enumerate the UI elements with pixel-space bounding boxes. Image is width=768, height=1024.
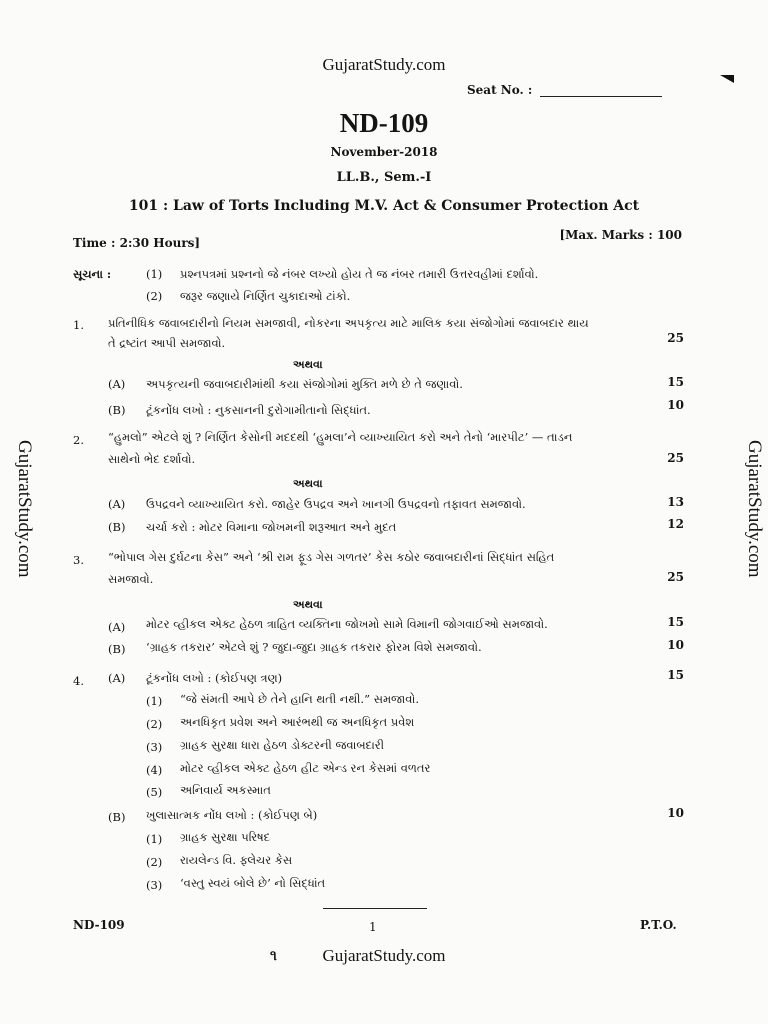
list-item-text: ‘વસ્તુ સ્વયં બોલે છે’ નો સિદ્ધાંત: [180, 876, 326, 890]
stray-mark: ૧: [270, 948, 277, 964]
pto-label: P.T.O.: [640, 918, 677, 932]
sub-question-label: (B): [108, 403, 126, 417]
sub-question-text: અપકૃત્યની જવાબદારીમાંથી કયા સંજોગોમાં મુક્તિ મળે છે તે જણાવો.: [146, 377, 463, 391]
sub-question-marks: 15: [667, 375, 684, 389]
sub-question-text: ટૂંકનોંધ લખો : (કોઈપણ ત્રણ): [146, 671, 283, 685]
list-item-text: “જે સંમતી આપે છે તેને હાનિ થતી નથી.” સમજાવો.: [180, 692, 419, 706]
list-item-num: (1): [146, 832, 163, 846]
paper-code: ND-109: [339, 108, 429, 138]
list-item-num: (3): [146, 878, 163, 892]
list-item-text: અનિવાર્ય અકસ્માત: [180, 783, 271, 797]
instruction-num: (1): [146, 267, 163, 281]
list-item-text: મોટર વ્હીકલ એક્ટ હેઠળ હીટ એન્ડ રન કેસમાં વળતર: [180, 761, 431, 775]
instructions-label: સૂચના :: [73, 267, 112, 281]
question-text: તે દ્રષ્ટાંત આપી સમજાવો.: [108, 336, 226, 350]
sub-question-label: (A): [108, 620, 126, 634]
sub-question-text: મોટર વ્હીકલ એક્ટ હેઠળ ત્રાહિત વ્યક્તિના જોખમો સામે વિમાની જોગવાઈઓ સમજાવો.: [146, 617, 548, 631]
list-item-text: ગ્રાહક સુરક્ષા પરિષદ: [180, 830, 271, 844]
list-item-num: (3): [146, 740, 163, 754]
question-number: 4.: [73, 674, 84, 688]
question-marks: 25: [667, 331, 684, 345]
or-label: અથવા: [293, 358, 323, 371]
page-number: 1: [369, 920, 377, 934]
sub-question-marks: 12: [667, 517, 684, 531]
site-watermark-bottom: GujaratStudy.com: [322, 946, 446, 965]
or-label: અથવા: [293, 477, 323, 490]
sub-question-marks: 15: [667, 615, 684, 629]
list-item-num: (4): [146, 763, 163, 777]
footer-divider: [323, 908, 427, 909]
instruction-text: જરૂર જણાયે નિર્ણિત ચુકાદાઓ ટાંકો.: [180, 289, 351, 303]
sub-question-marks: 13: [667, 495, 684, 509]
sub-question-text: ટૂંકનોંધ લખો : નુકસાનની દુરોગામીતાનો સિદ્ધાંત.: [146, 403, 371, 417]
sub-question-label: (A): [108, 377, 126, 391]
question-marks: 25: [667, 451, 684, 465]
list-item-text: અનધિકૃત પ્રવેશ અને આરંભથી જ અનધિકૃત પ્રવેશ: [180, 715, 415, 729]
exam-month: November-2018: [330, 145, 438, 159]
sub-question-text: ખુલાસાત્મક નોંધ લખો : (કોઈપણ બે): [146, 808, 318, 822]
list-item-num: (5): [146, 785, 163, 799]
sub-question-text: ‘ગ્રાહક તકરાર’ એટલે શું ? જુદા-જુદા ગ્રાહક તકરાર ફોરમ વિશે સમજાવો.: [146, 640, 482, 654]
max-marks: [Max. Marks : 100: [559, 228, 682, 242]
sub-question-marks: 10: [667, 806, 684, 820]
or-label: અથવા: [293, 598, 323, 611]
question-number: 2.: [73, 433, 84, 447]
instruction-text: પ્રશ્નપત્રમાં પ્રશ્નનો જે નંબર લખ્યો હોય તે જ નંબર તમારી ઉત્તરવહીમાં દર્શાવો.: [180, 267, 539, 281]
question-text: સાથેનો ભેદ દર્શાવો.: [108, 452, 196, 466]
degree-semester: LL.B., Sem.-I: [336, 170, 432, 185]
question-text: પ્રતિનીધિક જવાબદારીનો નિયમ સમજાવી, નોકરના અપકૃત્ય માટે માલિક કયા સંજોગોમાં જવાબદાર થાય: [108, 316, 589, 330]
sub-question-marks: 10: [667, 398, 684, 412]
sub-question-text: ઉપદ્રવને વ્યાખ્યાયિત કરો. જાહેર ઉપદ્રવ અને ખાનગી ઉપદ્રવનો તફાવત સમજાવો.: [146, 497, 526, 511]
sub-question-label: (B): [108, 642, 126, 656]
site-watermark-left: GujaratStudy.com: [14, 440, 35, 578]
list-item-num: (2): [146, 717, 163, 731]
question-marks: 25: [667, 570, 684, 584]
list-item-text: રાયલેન્ડ વિ. ફ્લેચર કેસ: [180, 853, 293, 867]
site-watermark-top: GujaratStudy.com: [322, 55, 446, 74]
question-number: 3.: [73, 553, 84, 567]
sub-question-label: (B): [108, 520, 126, 534]
footer-paper-code: ND-109: [73, 918, 125, 932]
site-watermark-right: GujaratStudy.com: [744, 440, 765, 578]
list-item-num: (1): [146, 694, 163, 708]
list-item-num: (2): [146, 855, 163, 869]
sub-question-marks: 10: [667, 638, 684, 652]
question-number: 1.: [73, 318, 84, 332]
seat-number-line: [540, 96, 662, 97]
sub-question-label: (B): [108, 810, 126, 824]
question-text: “હુમલો” એટલે શું ? નિર્ણિત કેસોની મદદથી ‘હુમલા’ને વ્યાખ્યાયિત કરો અને તેનો ‘મારપીટ’ — તાડન: [108, 430, 573, 444]
sub-question-label: (A): [108, 497, 126, 511]
question-text: “ભોપાલ ગેસ દુર્ઘટના કેસ” અને ‘શ્રી રામ ફૂડ ગેસ ગળતર’ કેસ કઠોર જવાબદારીનાં સિદ્ધાંત સહિત: [108, 550, 555, 564]
sub-question-label: (A): [108, 671, 126, 685]
seat-number-label: Seat No. :: [467, 83, 533, 97]
paper-title: 101 : Law of Torts Including M.V. Act & Consumer Protection Act: [128, 198, 640, 214]
instruction-num: (2): [146, 289, 163, 303]
sub-question-text: ચર્ચા કરો : મોટર વિમાના જોખમની શરૂઆત અને મુદત: [146, 520, 397, 534]
time-allowed: Time : 2:30 Hours]: [73, 236, 201, 250]
corner-mark: [720, 75, 734, 83]
sub-question-marks: 15: [667, 668, 684, 682]
question-text: સમજાવો.: [108, 572, 154, 586]
list-item-text: ગ્રાહક સુરક્ષા ધારા હેઠળ ડોક્ટરની જવાબદારી: [180, 738, 385, 752]
